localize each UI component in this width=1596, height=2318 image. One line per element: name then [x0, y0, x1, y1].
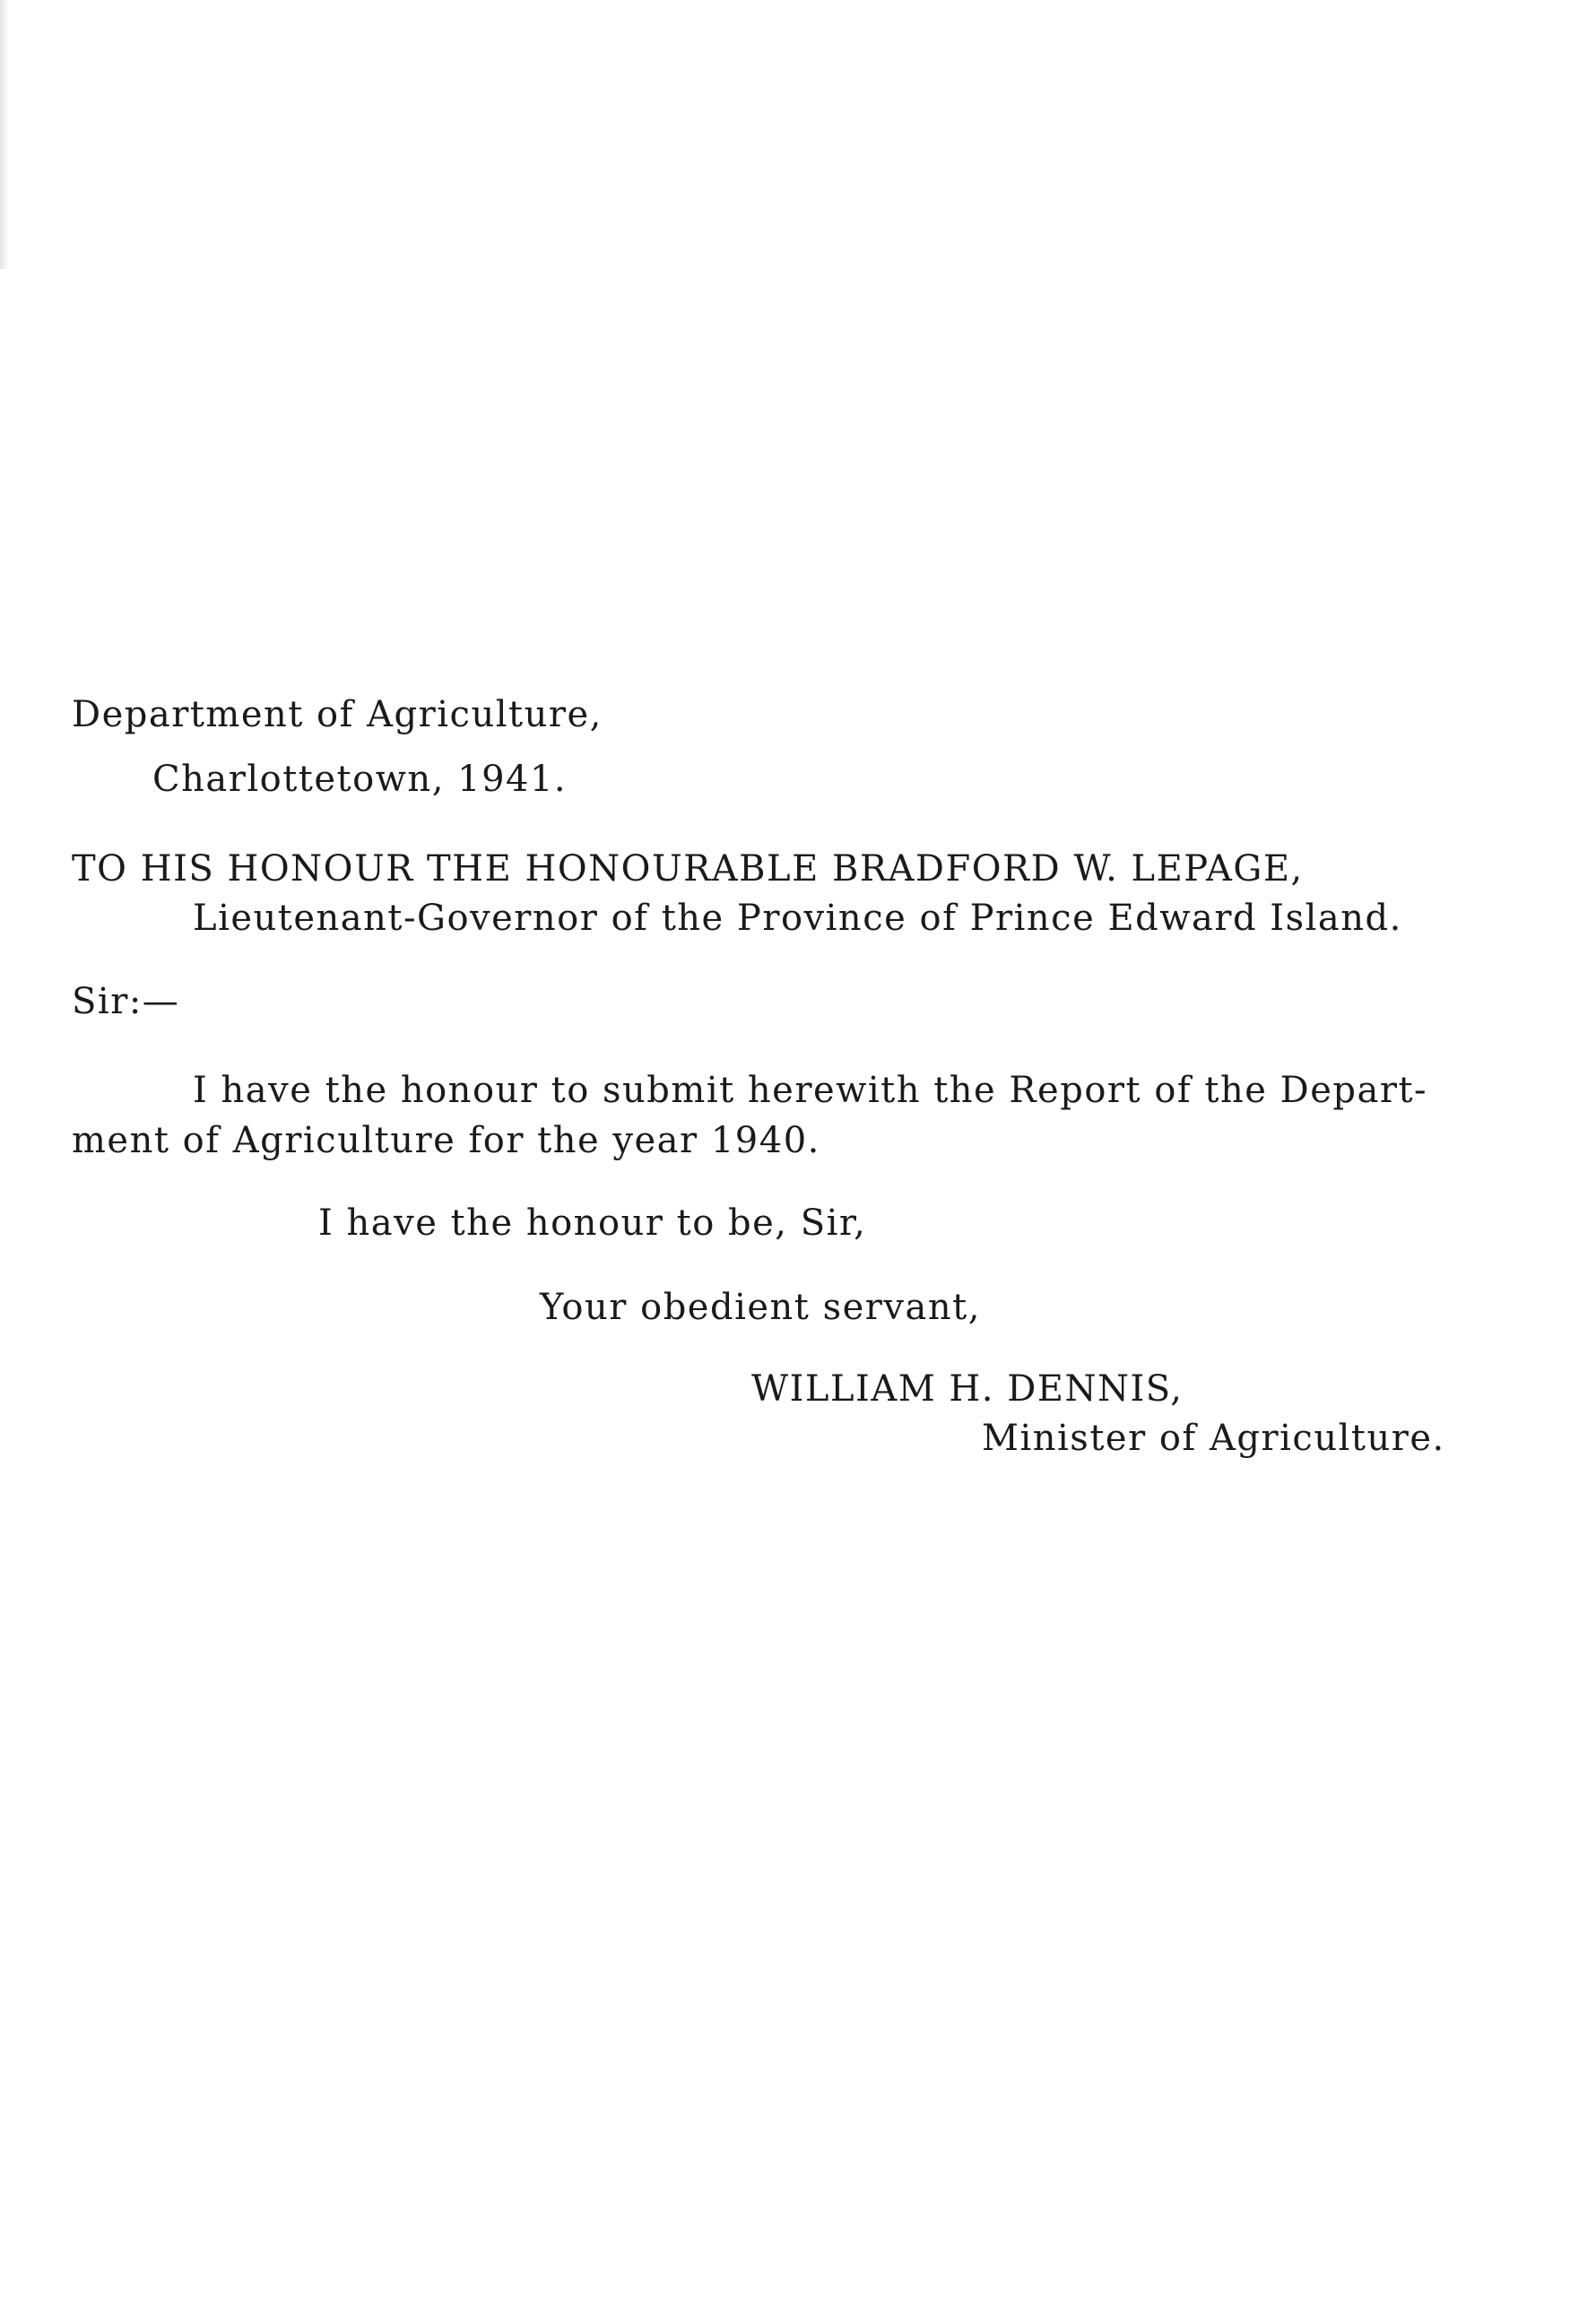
closing-line-2: Your obedient servant, [540, 1287, 981, 1328]
salutation: Sir:— [72, 981, 180, 1022]
body-line-1: I have the honour to submit herewith the Report of the Depart- [193, 1070, 1428, 1111]
closing-line-1: I have the honour to be, Sir, [318, 1202, 867, 1244]
page-edge-shadow [0, 0, 9, 269]
sender-place-date: Charlottetown, 1941. [152, 759, 568, 800]
addressee-title: Lieutenant-Governor of the Province of Prince Edward Island. [193, 898, 1402, 939]
signatory-name: WILLIAM H. DENNIS, [751, 1368, 1184, 1410]
addressee-line: TO HIS HONOUR THE HONOURABLE BRADFORD W. LEPAGE, [72, 848, 1304, 890]
signatory-title: Minister of Agriculture. [982, 1418, 1445, 1459]
sender-department: Department of Agriculture, [72, 694, 603, 735]
body-line-2: ment of Agriculture for the year 1940. [72, 1120, 820, 1161]
